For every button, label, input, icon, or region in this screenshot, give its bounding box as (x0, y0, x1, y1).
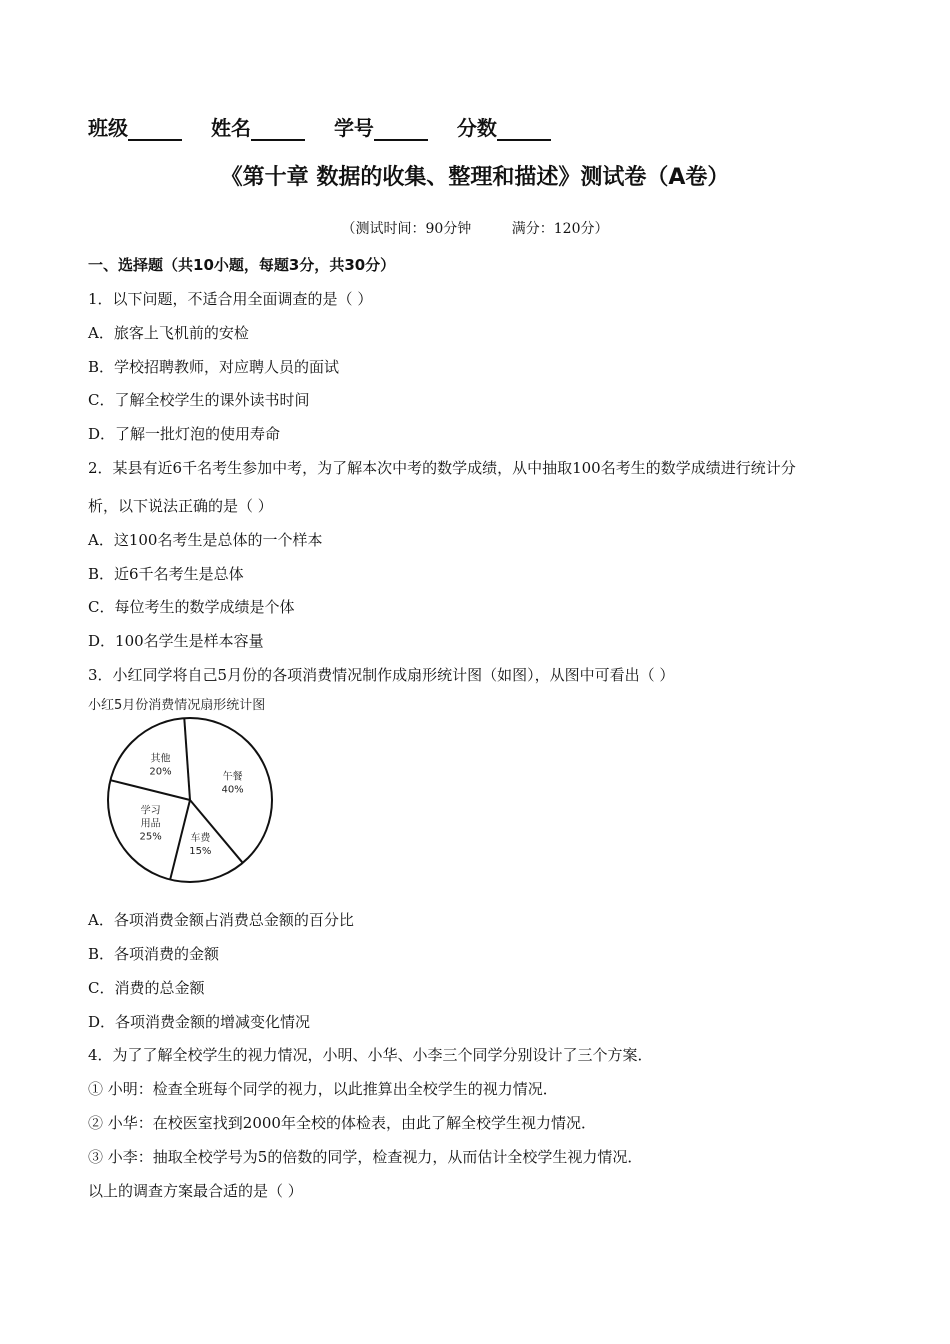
student-id-blank[interactable] (374, 119, 428, 141)
name-blank[interactable] (251, 119, 305, 141)
q2-option-a: A．这100名考生是总体的一个样本 (88, 531, 323, 549)
q2-stem-line2: 析，以下说法正确的是（ ） (88, 497, 273, 515)
name-label: 姓名 (210, 116, 251, 140)
q1-option-a: A．旅客上飞机前的安检 (88, 324, 249, 342)
pie-slice-label-1: 午餐 40% (221, 771, 244, 796)
q2-stem-line1: 2．某县有近6千名考生参加中考，为了解本次中考的数学成绩，从中抽取100名考生的数学成绩进行统计分 (88, 459, 796, 477)
class-blank[interactable] (128, 119, 182, 141)
q3-option-a: A．各项消费金额占消费总金额的百分比 (88, 911, 354, 929)
q2-option-b: B．近6千名考生是总体 (88, 565, 244, 583)
q4-plan-1: ① 小明：检查全班每个同学的视力，以此推算出全校学生的视力情况． (88, 1080, 558, 1098)
q1-option-b: B．学校招聘教师，对应聘人员的面试 (88, 358, 340, 376)
exam-time: （测试时间：90分钟 (341, 221, 472, 237)
q4-stem: 4．为了了解全校学生的视力情况，小明、小华、小李三个同学分别设计了三个方案． (88, 1046, 653, 1064)
q1-option-d: D．了解一批灯泡的使用寿命 (88, 425, 281, 443)
name-field (211, 112, 305, 141)
q3-option-c: C．消费的总金额 (88, 979, 205, 997)
section-heading: 一、选择题（共10小题，每题3分，共30分） (88, 256, 396, 274)
class-label: 班级 (88, 116, 128, 140)
q1-option-c: C．了解全校学生的课外读书时间 (88, 391, 310, 409)
q3-option-d: D．各项消费金额的增减变化情况 (88, 1013, 311, 1031)
q1-stem: 1．以下问题，不适合用全面调查的是（ ） (88, 290, 373, 308)
q2-option-c: C．每位考生的数学成绩是个体 (88, 598, 295, 616)
class-field (88, 112, 182, 141)
pie-chart (100, 716, 290, 896)
q3-option-b: B．各项消费的金额 (88, 945, 220, 963)
score-blank[interactable] (497, 119, 551, 141)
pie-slice-label-4: 其他 20% (149, 753, 172, 778)
exam-title: 《第十章 数据的收集、整理和描述》测试卷（A卷） (220, 165, 730, 190)
q4-question: 以上的调查方案最合适的是（ ） (88, 1182, 303, 1200)
pie-chart-title: 小红5月份消费情况扇形统计图 (88, 698, 266, 713)
q2-option-d: D．100名学生是样本容量 (88, 632, 264, 650)
pie-slice-label-3: 学习用品 25% (139, 805, 162, 843)
q3-stem: 3．小红同学将自己5月份的各项消费情况制作成扇形统计图（如图），从图中可看出（ ） (88, 666, 675, 684)
q4-plan-2: ② 小华：在校医室找到2000年全校的体检表，由此了解全校学生视力情况． (88, 1114, 596, 1132)
student-id-label: 学号 (333, 116, 374, 140)
score-field (457, 112, 551, 141)
q4-plan-3: ③ 小李：抽取全校学号为5的倍数的同学，检查视力，从而估计全校学生视力情况． (88, 1148, 643, 1166)
exam-full-score: 满分：120分） (511, 221, 609, 237)
exam-subtitle (0, 218, 950, 238)
student-id-field (334, 112, 428, 141)
pie-slice-label-2: 车费 15% (189, 833, 212, 858)
student-info-line (88, 112, 573, 141)
score-label: 分数 (456, 116, 497, 140)
